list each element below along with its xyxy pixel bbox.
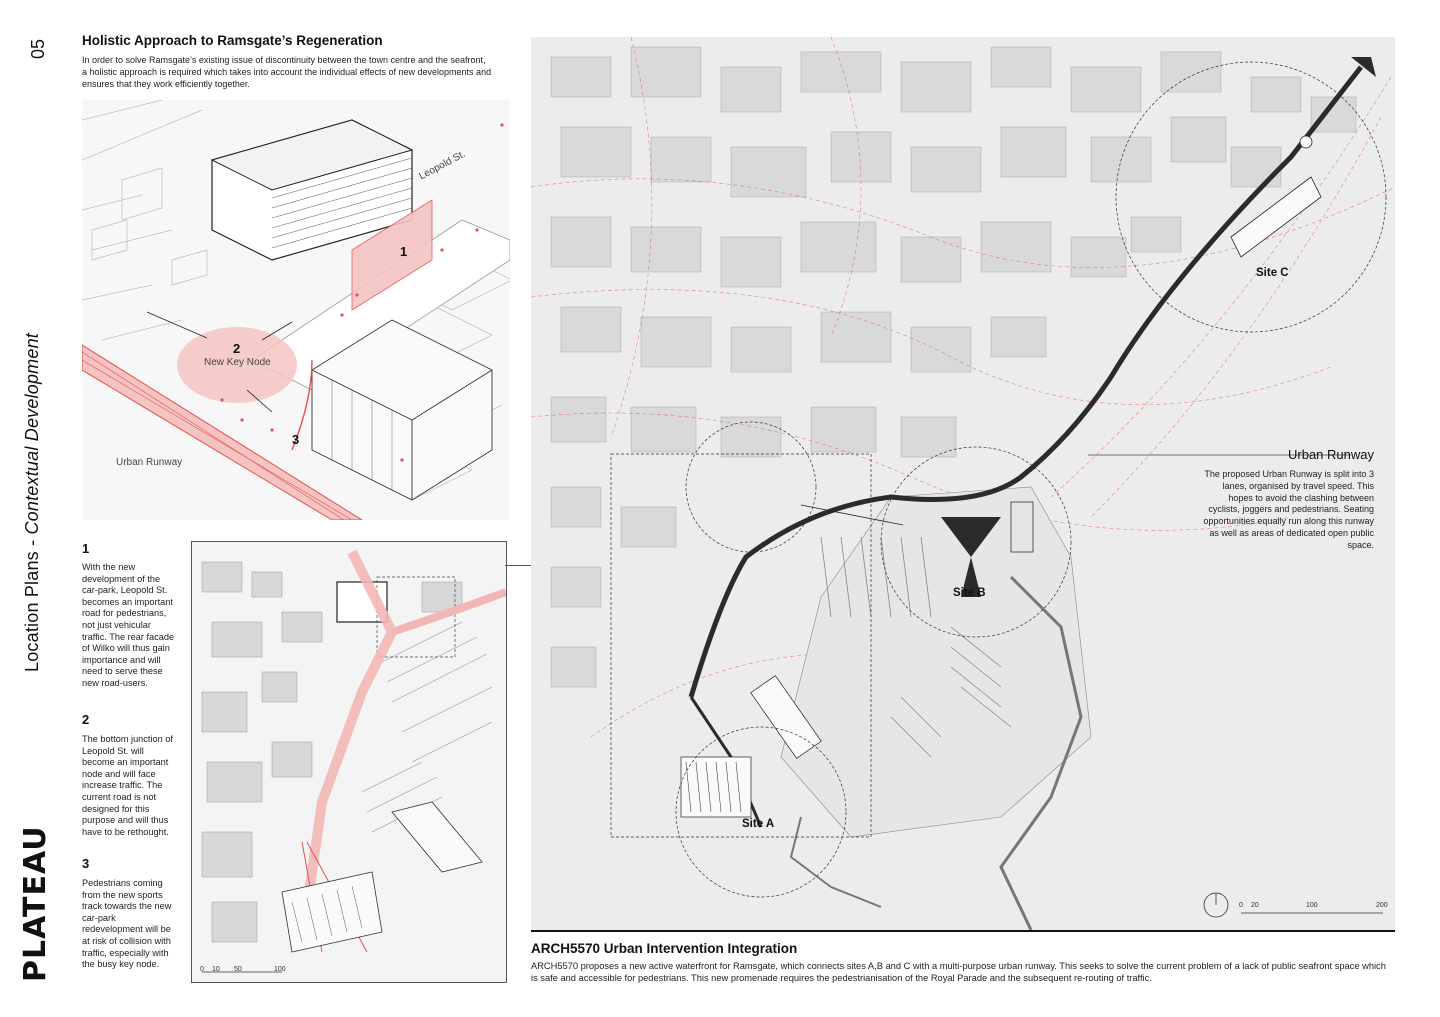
page-number: 05 [27, 38, 48, 60]
site-c-label: Site C [1256, 267, 1289, 279]
sidebar-title [22, 333, 52, 672]
scale-tick-20: 20 [1251, 902, 1259, 909]
note-3-number: 3 [82, 856, 90, 871]
scale-tick-0: 0 [1239, 902, 1243, 909]
footer-title: ARCH5570 Urban Intervention Integration [531, 941, 798, 956]
plateau-logo: PLATEAU [18, 825, 53, 982]
marker-1: 1 [400, 244, 408, 259]
note-1-number: 1 [82, 541, 90, 556]
marker-3: 3 [292, 432, 300, 447]
urban-runway-title: Urban Runway [1288, 447, 1374, 462]
inset-map-svg [192, 542, 506, 982]
inset-scale-0: 0 [200, 966, 204, 973]
site-b-label: Site B [953, 587, 986, 599]
leopold-st-label: Leopold St. [417, 148, 468, 183]
note-2-number: 2 [82, 712, 90, 727]
site-a-label: Site A [742, 818, 775, 830]
inset-leader-line [505, 565, 531, 566]
sidebar-title-sub: Contextual Development [22, 333, 42, 535]
inset-map [191, 541, 507, 983]
intro-paragraph: In order to solve Ramsgate’s existing issue of discontinuity between the town centre and the seafront, a holistic approach is required which takes into account the individual effects of new developments and ensures that they work efficiently together. [82, 55, 492, 89]
note-1-text: With the new development of the car-park, Leopold St. becomes an important road for pedestrians, not just vehicular traffic. The rear facade of Wilko will thus gain importance and will need to serve these new road-users. [82, 562, 175, 688]
axo-urban-runway-label: Urban Runway [116, 457, 183, 468]
footer-rule [531, 930, 1395, 932]
inset-scale-100: 100 [274, 966, 286, 973]
new-key-node-label: New Key Node [204, 357, 271, 368]
scale-tick-200: 200 [1376, 902, 1388, 909]
harbour-basin [781, 487, 1091, 837]
sidebar-title-main: Location Plans - [22, 534, 42, 672]
section-heading: Holistic Approach to Ramsgate’s Regeneration [82, 33, 383, 48]
note-3-text: Pedestrians coming from the new sports track towards the new car-park redevelopment will be at risk of collision with traffic, especially with the busy key node. [82, 878, 172, 970]
urban-runway-description: The proposed Urban Runway is split into 3 lanes, organised by travel speed. This hopes to avoid the clashing between cyclists, joggers and pedestrians. Seating opportunities equally run along this runway as well as areas of dedicated open public space. [1203, 469, 1374, 550]
marker-2: 2 [233, 341, 241, 356]
scale-tick-100: 100 [1306, 902, 1318, 909]
note-2-text: The bottom junction of Leopold St. will become an important node and will face increase traffic. The current road is not designed for this purpose and will thus have to be rethought. [82, 734, 173, 837]
inset-scale-50: 50 [234, 966, 242, 973]
axonometric-drawing [82, 100, 510, 520]
footer-paragraph: ARCH5570 proposes a new active waterfront for Ramsgate, which connects sites A,B and C with a multi-purpose urban runway. This seeks to solve the current problem of a lack of public seafront space which is safe and accessible for pedestrians. This new promenade requires the pedestrianisation of the Royal Parade and the subsequent re-routing of traffic. [531, 961, 1386, 983]
inset-scale-10: 10 [212, 966, 220, 973]
